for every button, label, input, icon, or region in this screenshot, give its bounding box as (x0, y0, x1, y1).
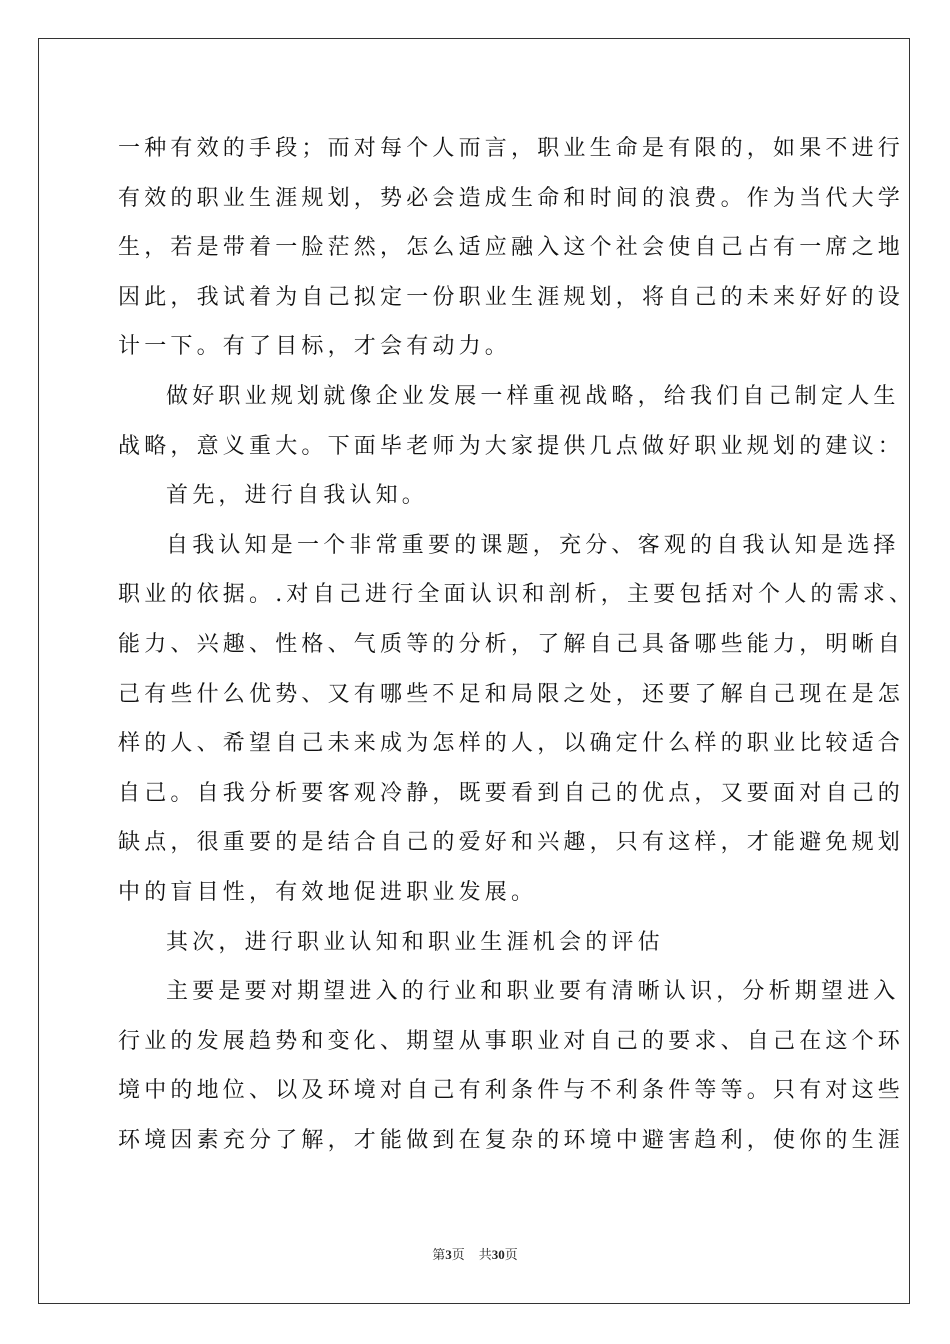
footer-total-pages: 30 (491, 1247, 505, 1262)
text-line: 环境因素充分了解，才能做到在复杂的环境中避害趋利，使你的生涯 (118, 1127, 905, 1153)
text-line: 职业的依据。.对自己进行全面认识和剖析，主要包括对个人的需求、 (118, 582, 916, 608)
text-line: 其次，进行职业认知和职业生涯机会的评估 (166, 929, 664, 955)
text-line: 自我认知是一个非常重要的课题，充分、客观的自我认知是选择 (166, 532, 900, 558)
text-line: 战略，意义重大。下面毕老师为大家提供几点做好职业规划的建议： (118, 433, 905, 459)
text-line: 样的人、希望自己未来成为怎样的人，以确定什么样的职业比较适合 (118, 731, 905, 757)
text-line: 能力、兴趣、性格、气质等的分析，了解自己具备哪些能力，明晰自 (118, 631, 905, 657)
text-line: 做好职业规划就像企业发展一样重视战略，给我们自己制定人生 (166, 383, 900, 409)
text-line: 自己。自我分析要客观冷静，既要看到自己的优点，又要面对自己的 (118, 780, 905, 806)
text-line: 主要是要对期望进入的行业和职业要有清晰认识，分析期望进入 (166, 979, 900, 1005)
footer-page-prefix: 第 (432, 1248, 446, 1263)
text-line: 一种有效的手段；而对每个人而言，职业生命是有限的，如果不进行 (118, 136, 905, 161)
footer-page-suffix: 页 (451, 1248, 465, 1263)
text-line: 中的盲目性，有效地促进职业发展。 (118, 879, 538, 905)
text-line: 行业的发展趋势和变化、期望从事职业对自己的要求、自己在这个环 (118, 1028, 905, 1054)
text-line: 己有些什么优势、又有哪些不足和局限之处，还要了解自己现在是怎 (118, 681, 905, 707)
text-line: 境中的地位、以及环境对自己有利条件与不利条件等等。只有对这些 (118, 1078, 905, 1104)
text-line: 有效的职业生涯规划，势必会造成生命和时间的浪费。作为当代大学 (118, 185, 905, 211)
text-line: 缺点，很重要的是结合自己的爱好和兴趣，只有这样，才能避免规划 (118, 830, 905, 856)
footer-total-suffix: 页 (504, 1248, 518, 1263)
document-body (118, 124, 916, 1165)
footer-total-prefix: 共 (478, 1248, 492, 1263)
text-line: 计一下。有了目标，才会有动力。 (118, 334, 512, 360)
text-line: 因此，我试着为自己拟定一份职业生涯规划，将自己的未来好好的设 (118, 284, 905, 310)
footer-page-number: 3 (445, 1247, 452, 1262)
text-line: 生，若是带着一脸茫然，怎么适应融入这个社会使自己占有一席之地 (118, 235, 905, 261)
page-footer (0, 1245, 950, 1266)
text-line: 首先，进行自我认知。 (166, 483, 429, 509)
